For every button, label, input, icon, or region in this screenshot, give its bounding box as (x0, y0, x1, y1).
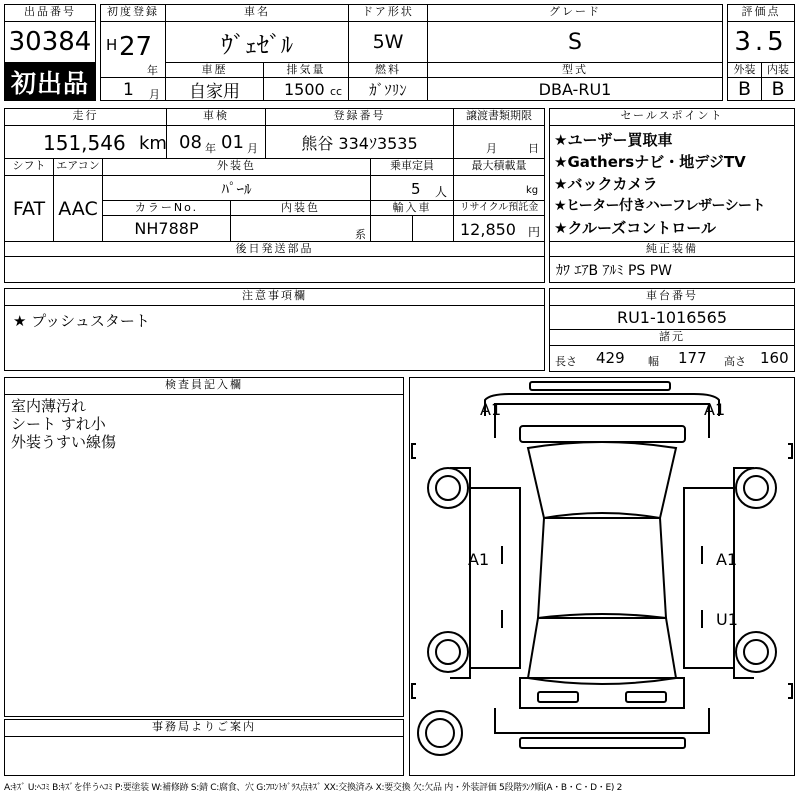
max-load-label: 最大積載量 (453, 158, 545, 176)
max-load-unit: kg (526, 185, 539, 196)
options-label: 純正装備 (549, 241, 795, 257)
first-registration-month (100, 77, 166, 101)
aircon: AAC (53, 175, 103, 242)
color-number-label: カラーNo. (102, 200, 231, 216)
capacity-value: 5 (411, 180, 421, 198)
damage-mark-left-door: A1 (468, 550, 490, 569)
damage-mark-right-rear: U1 (716, 610, 738, 629)
first-registration-year (100, 21, 166, 78)
color-number: NH788P (102, 215, 231, 242)
transfer-month-unit: 月 (486, 142, 497, 155)
damage-mark-front-right: A1 (704, 400, 726, 419)
model-code: DBA-RU1 (427, 77, 723, 101)
plate-label: 登録番号 (265, 108, 454, 126)
shift: FAT (4, 175, 54, 242)
inspector-label: 検査員記入欄 (4, 377, 404, 395)
recycle-fee (453, 215, 545, 242)
capacity-label: 乗車定員 (370, 158, 454, 176)
import-left (370, 215, 413, 242)
fuel: ｶﾞｿﾘﾝ (348, 77, 428, 101)
legend: A:ｷｽﾞ U:ﾍｺﾐ B:ｷｽﾞを伴うﾍｺﾐ P:要塗装 W:補修跡 S:錆 C:腐食、穴 G:ﾌﾛﾝﾄｶﾞﾗｽ点ｷｽﾞ XX:交換済み X:要交換 欠:欠品 内・外装評価 5段階ﾗﾝｸ順(A・B・C・D・E) 2 (4, 783, 623, 793)
inspector-line: シート すれ小 (11, 415, 106, 433)
interior-grade: B (761, 77, 795, 101)
damage-mark-right-door: A1 (716, 550, 738, 569)
import-label: 輸入車 (370, 200, 454, 216)
capacity-unit: 人 (435, 185, 448, 199)
interior-color (230, 215, 371, 242)
inspection-month: 01 (221, 132, 244, 153)
exterior-grade: B (727, 77, 762, 101)
import-right (412, 215, 454, 242)
chassis-number: RU1-1016565 (549, 305, 795, 330)
sales-point: ★クルーズコントロール (554, 219, 716, 237)
fuel-label: 燃料 (348, 62, 428, 78)
inspection-expiry (166, 125, 266, 159)
displacement-value: 1500 (284, 80, 325, 99)
displacement (263, 77, 349, 101)
inspection-month-unit: 月 (247, 142, 258, 155)
inspector-line: 外装うすい線傷 (11, 433, 117, 451)
exterior-color-label: 外装色 (102, 158, 371, 176)
lot-number: 30384 (4, 21, 96, 63)
max-load (453, 175, 545, 201)
grade: S (427, 21, 723, 63)
notes: ★ プッシュスタート (4, 305, 545, 371)
later-parts-label: 後日発送部品 (4, 241, 545, 257)
transfer-deadline (453, 125, 545, 159)
first-listing-badge: 初出品 (4, 63, 96, 101)
damage-diagram (409, 377, 795, 776)
sales-point: ★Gathersナビ・地デジTV (554, 153, 746, 171)
interior-grade-label: 内装 (761, 62, 795, 78)
displacement-unit: cc (330, 85, 343, 98)
sales-points-label: セールスポイント (549, 108, 795, 126)
capacity (370, 175, 454, 201)
length-label: 長さ (555, 355, 577, 368)
car-outline-diagram (410, 378, 794, 775)
inspection-year-unit: 年 (205, 142, 216, 155)
history-label: 車歴 (165, 62, 264, 78)
width: 177 (678, 349, 707, 367)
sales-point: ★バックカメラ (554, 175, 658, 193)
inspection-year: 08 (179, 132, 202, 153)
recycle-value: 12,850 (460, 220, 516, 239)
car-name: ｳﾞｪｾﾞﾙ (165, 21, 349, 63)
mileage (4, 125, 167, 159)
sales-point: ★ヒーター付きハーフレザーシート (554, 198, 765, 214)
history: 自家用 (165, 77, 264, 101)
inspector-notes (4, 394, 404, 717)
door-type: 5W (348, 21, 428, 63)
dims-label: 諸元 (549, 329, 795, 346)
inspection-label: 車検 (166, 108, 266, 126)
model-code-label: 型式 (427, 62, 723, 78)
exterior-color: ﾊﾟｰﾙ (102, 175, 371, 201)
width-label: 幅 (648, 355, 659, 368)
height-label: 高さ (724, 355, 746, 368)
sales-point: ★ユーザー買取車 (554, 131, 673, 149)
later-parts (4, 256, 545, 283)
displacement-label: 排気量 (263, 62, 349, 78)
transfer-deadline-label: 譲渡書類期限 (453, 108, 545, 126)
mileage-value: 151,546 (43, 131, 126, 155)
plate-number: 熊谷 334ｿ3535 (265, 125, 454, 159)
office-notes (4, 736, 404, 776)
lot-number-label: 出品番号 (4, 4, 96, 22)
registration-month: 1 (123, 80, 134, 100)
aircon-label: エアコン (53, 158, 103, 176)
exterior-grade-label: 外装 (727, 62, 762, 78)
year-unit: 年 (147, 64, 158, 77)
registration-year: 27 (119, 32, 153, 62)
grade-label: グレード (427, 4, 723, 22)
month-unit: 月 (149, 88, 160, 101)
mileage-unit: km (139, 133, 167, 154)
notes-label: 注意事項欄 (4, 288, 545, 306)
dimensions (549, 345, 795, 372)
first-registration-label: 初度登録 (100, 4, 166, 22)
length: 429 (596, 349, 625, 367)
chassis-label: 車台番号 (549, 288, 795, 306)
interior-color-label: 内装色 (230, 200, 371, 216)
recycle-unit: 円 (528, 225, 541, 239)
era-label: H (106, 36, 118, 54)
door-type-label: ドア形状 (348, 4, 428, 22)
inspector-line: 室内薄汚れ (11, 397, 87, 415)
score: 3.5 (727, 21, 795, 63)
interior-color-unit: 系 (355, 228, 366, 241)
height: 160 (760, 349, 789, 367)
shift-label: シフト (4, 158, 54, 176)
mileage-label: 走行 (4, 108, 167, 126)
recycle-label: リサイクル預託金 (453, 200, 545, 216)
sales-points (549, 125, 795, 242)
options: ｶﾜ ｴｱB ｱﾙﾐ PS PW (549, 256, 795, 283)
damage-mark-front-left: A1 (480, 400, 502, 419)
car-name-label: 車名 (165, 4, 349, 22)
transfer-day-unit: 日 (528, 142, 539, 155)
score-label: 評価点 (727, 4, 795, 22)
office-label: 事務局よりご案内 (4, 719, 404, 737)
